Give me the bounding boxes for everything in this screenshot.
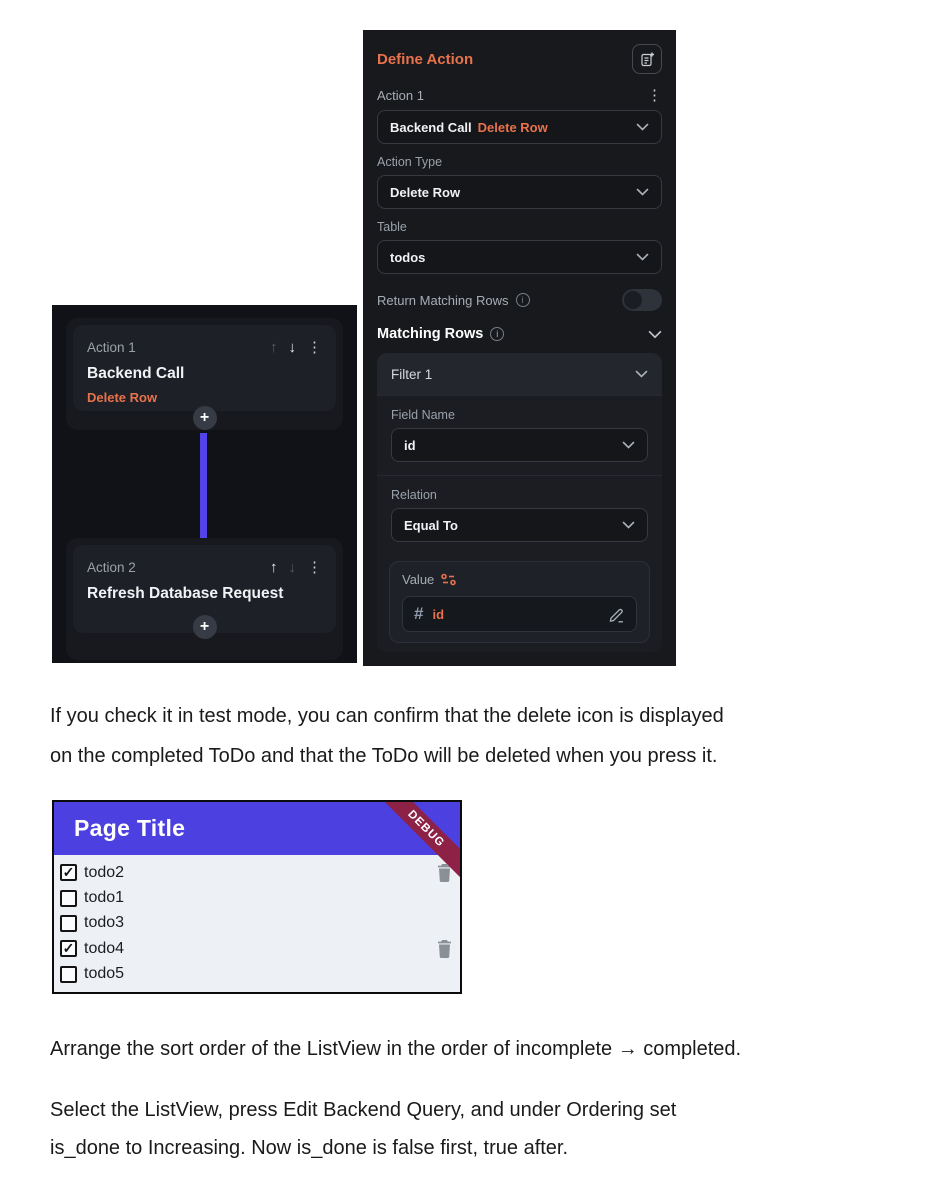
todo-checkbox[interactable] bbox=[60, 915, 77, 932]
todo-row[interactable] bbox=[54, 860, 460, 885]
action-connector-line bbox=[200, 433, 207, 545]
move-down-icon[interactable]: ↓ bbox=[288, 338, 296, 356]
table-select[interactable] bbox=[377, 240, 662, 274]
todo-label: todo1 bbox=[84, 889, 125, 907]
page-title: Page Title bbox=[74, 815, 186, 841]
variable-icon bbox=[441, 573, 456, 586]
chevron-down-icon bbox=[636, 123, 649, 131]
action-type-select[interactable] bbox=[377, 175, 662, 209]
paragraph-line: Select the ListView, press Edit Backend Query, and under Ordering set bbox=[50, 1099, 677, 1121]
table-value: todos bbox=[390, 249, 426, 265]
move-up-icon[interactable]: ↑ bbox=[270, 338, 278, 356]
pencil-edit-icon[interactable] bbox=[608, 606, 625, 623]
todo-row[interactable] bbox=[54, 911, 460, 936]
action-card-subtitle: Delete Row bbox=[87, 390, 158, 405]
return-matching-rows-toggle[interactable] bbox=[622, 289, 662, 311]
todo-row[interactable] bbox=[54, 936, 460, 961]
todo-list bbox=[54, 855, 460, 987]
action-card-label: Action 1 bbox=[87, 339, 136, 355]
value-input[interactable] bbox=[402, 596, 637, 632]
copy-action-button[interactable] bbox=[632, 44, 662, 74]
move-up-icon[interactable]: ↑ bbox=[270, 558, 278, 576]
relation-value: Equal To bbox=[404, 517, 458, 533]
chevron-down-icon bbox=[635, 370, 648, 378]
todo-label: todo3 bbox=[84, 914, 125, 932]
chevron-down-icon[interactable] bbox=[648, 330, 662, 339]
action-select-value: Delete Row bbox=[477, 119, 548, 135]
filter-group bbox=[377, 353, 662, 652]
action-select[interactable] bbox=[377, 110, 662, 144]
paragraph-line: If you check it in test mode, you can confirm that the delete icon is displayed bbox=[50, 705, 724, 727]
matching-rows-label: Matching Rows bbox=[377, 326, 484, 342]
info-icon[interactable] bbox=[516, 293, 530, 307]
document-plus-icon bbox=[639, 51, 656, 68]
paragraph-test-mode bbox=[50, 696, 724, 776]
todo-row[interactable] bbox=[54, 885, 460, 910]
debug-ribbon: DEBUG bbox=[367, 800, 462, 888]
app-preview bbox=[52, 800, 462, 994]
chevron-down-icon bbox=[636, 253, 649, 261]
field-name-value: id bbox=[404, 437, 416, 453]
todo-checkbox[interactable] bbox=[60, 890, 77, 907]
kebab-menu-icon[interactable]: ⋮ bbox=[647, 87, 662, 104]
value-label: Value bbox=[402, 572, 435, 587]
define-action-panel bbox=[363, 30, 676, 666]
todo-checkbox[interactable] bbox=[60, 940, 77, 957]
action-card-label: Action 2 bbox=[87, 559, 136, 575]
value-text: id bbox=[432, 606, 445, 622]
todo-checkbox[interactable] bbox=[60, 966, 77, 983]
chevron-down-icon bbox=[622, 521, 635, 529]
paragraph-ordering bbox=[50, 1091, 676, 1167]
return-matching-rows-label: Return Matching Rows bbox=[377, 292, 509, 308]
chevron-down-icon bbox=[636, 188, 649, 196]
todo-checkbox[interactable] bbox=[60, 864, 77, 881]
chevron-down-icon bbox=[622, 441, 635, 449]
todo-label: todo5 bbox=[84, 965, 125, 983]
paragraph-line: on the completed ToDo and that the ToDo will be deleted when you press it. bbox=[50, 745, 718, 767]
hash-icon: # bbox=[414, 604, 424, 623]
action-card-1[interactable] bbox=[73, 325, 336, 411]
action-select-type: Backend Call bbox=[390, 119, 472, 135]
action-number-label: Action 1 bbox=[377, 87, 424, 103]
action-type-label: Action Type bbox=[377, 155, 443, 169]
action-flow-panel bbox=[52, 305, 357, 663]
relation-label: Relation bbox=[391, 488, 437, 502]
relation-select[interactable] bbox=[391, 508, 648, 542]
paragraph-line: is_done to Increasing. Now is_done is false first, true after. bbox=[50, 1137, 569, 1159]
paragraph-sort-order bbox=[50, 1035, 741, 1063]
table-label: Table bbox=[377, 220, 407, 234]
field-name-label: Field Name bbox=[391, 408, 455, 422]
todo-label: todo4 bbox=[84, 939, 125, 957]
action-card-wrapper-2 bbox=[66, 538, 343, 660]
field-name-section bbox=[377, 395, 662, 475]
trash-icon[interactable] bbox=[437, 940, 452, 958]
add-action-button[interactable]: + bbox=[193, 615, 217, 639]
panel-title: Define Action bbox=[377, 51, 474, 68]
action-card-title: Refresh Database Request bbox=[87, 585, 284, 602]
todo-label: todo2 bbox=[84, 863, 125, 881]
filter-header-label: Filter 1 bbox=[391, 366, 433, 382]
filter-header[interactable] bbox=[377, 353, 662, 395]
relation-section bbox=[377, 475, 662, 555]
action-type-value: Delete Row bbox=[390, 184, 461, 200]
action-card-title: Backend Call bbox=[87, 365, 185, 382]
todo-row[interactable] bbox=[54, 962, 460, 987]
field-name-select[interactable] bbox=[391, 428, 648, 462]
kebab-menu-icon[interactable]: ⋮ bbox=[307, 559, 322, 576]
move-down-icon[interactable]: ↓ bbox=[288, 558, 296, 576]
paragraph-line: Arrange the sort order of the ListView in the order of incomplete → completed. bbox=[50, 1038, 742, 1060]
value-section bbox=[389, 561, 650, 643]
add-action-button[interactable]: + bbox=[193, 406, 217, 430]
info-icon[interactable] bbox=[490, 327, 504, 341]
kebab-menu-icon[interactable]: ⋮ bbox=[307, 339, 322, 356]
